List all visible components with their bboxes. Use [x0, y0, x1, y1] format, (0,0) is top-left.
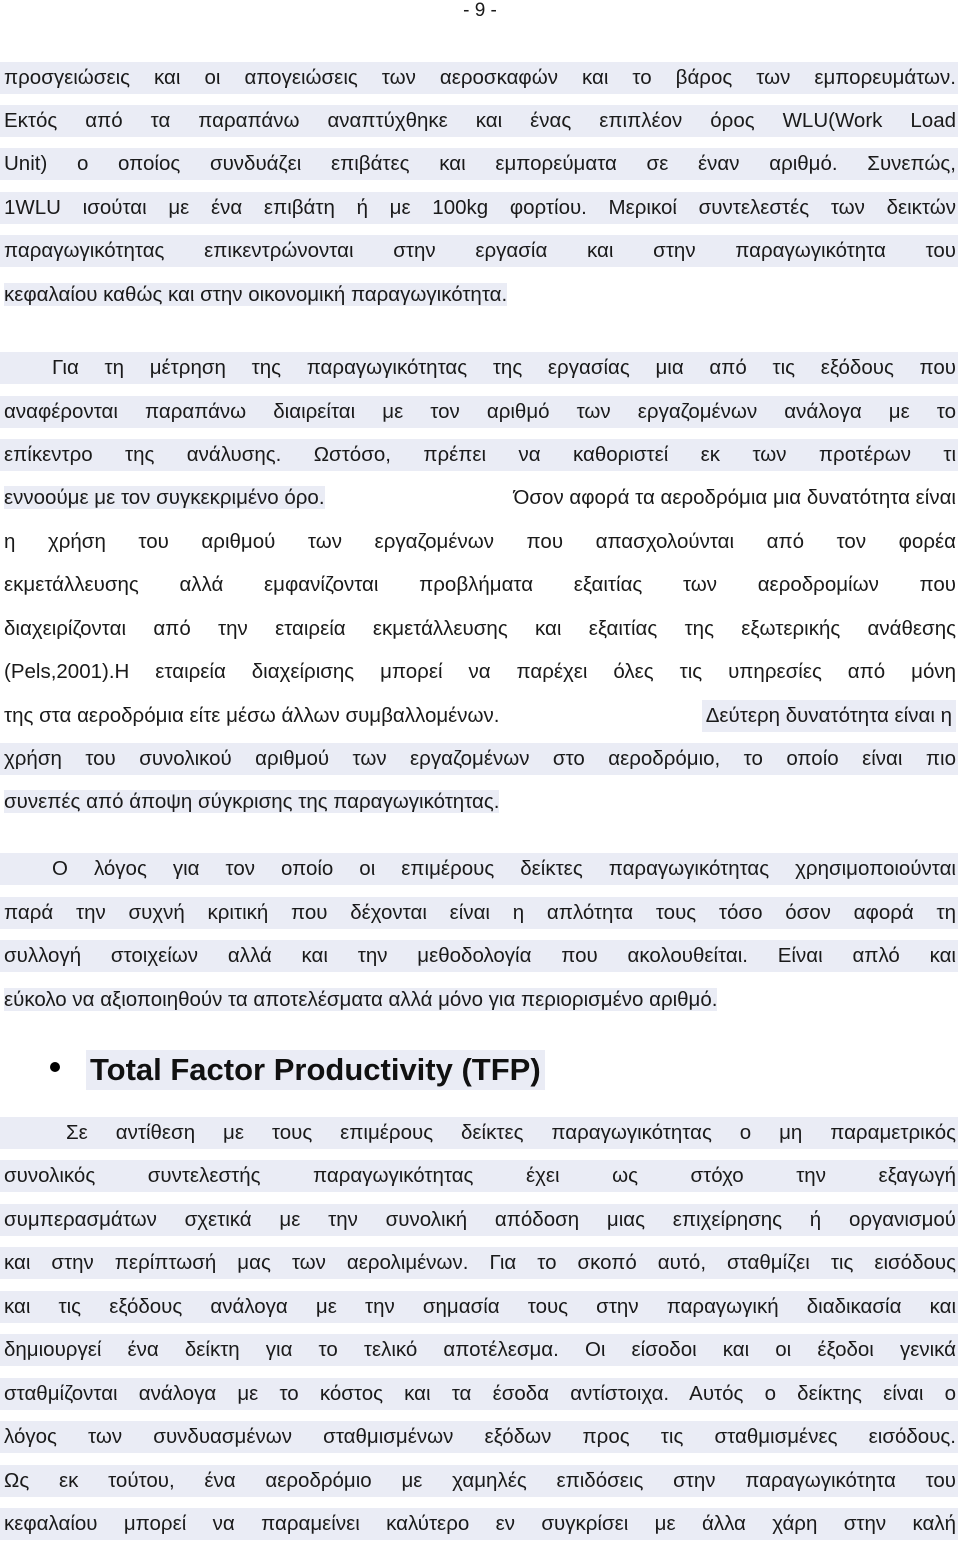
text-line: [0, 279, 509, 311]
text-line: προσγειώσεις και οι απογειώσεις των αεροσκαφών και το βάρος των εμπορευμάτων.: [0, 62, 958, 94]
page-number: - 9 -: [463, 0, 497, 21]
text-line: συνολικός συντελεστής παραγωγικότητας έχει ως στόχο την εξαγωγή: [0, 1160, 958, 1192]
text-line: δημιουργεί ένα δείκτη για το τελικό αποτέλεσμα. Οι είσοδοι και οι έξοδοι γενικά: [0, 1334, 958, 1366]
text-line: η χρήση του αριθμού των εργαζομένων που απασχολούνται από τον φορέα: [4, 530, 956, 553]
bullet-icon: [50, 1062, 60, 1072]
text-line: κεφαλαίου μπορεί να παραμείνει καλύτερο εν συγκρίσει με άλλα χάρη στην καλή: [0, 1508, 958, 1540]
text-line: επίκεντρο της ανάλυσης. Ωστόσο, πρέπει να καθοριστεί εκ των προτέρων τι: [0, 439, 958, 471]
text-span: κεφαλαίου καθώς και στην οικονομική παραγωγικότητα.: [4, 283, 508, 306]
text-line: διαχειρίζονται από την εταιρεία εκμετάλλευσης και εξαιτίας της εξωτερικής ανάθεσης: [4, 617, 956, 640]
text-line: Ο λόγος για τον οποίο οι επιμέρους δείκτες παραγωγικότητας χρησιμοποιούνται: [0, 853, 958, 885]
text-span: εύκολο να αξιοποιηθούν τα αποτελέσματα αλλά μόνο για περιορισμένο αριθμό.: [4, 988, 718, 1011]
text-line: Εκτός από τα παραπάνω αναπτύχθηκε και ένας επιπλέον όρος WLU(Work Load: [0, 105, 958, 137]
text-line: συμπερασμάτων σχετικά με την συνολική απόδοση μιας επιχείρησης ή οργανισμού: [0, 1204, 958, 1236]
text-line: λόγος των συνδυασμένων σταθμισμένων εξόδων προς τις σταθμισμένες εισόδους.: [0, 1421, 958, 1453]
text-line: εκμετάλλευσης αλλά εμφανίζονται προβλήματα εξαιτίας των αεροδρομίων που: [4, 573, 956, 596]
text-span: Όσον αφορά τα αεροδρόμια μια δυνατότητα είναι: [513, 486, 956, 509]
text-line: Unit) ο οποίος συνδυάζει επιβάτες και εμπορεύματα σε έναν αριθμό. Συνεπώς,: [0, 148, 958, 180]
text-line: και τις εξόδους ανάλογα με την σημασία τους στην παραγωγική διαδικασία και: [0, 1291, 958, 1323]
text-line: παρά την συχνή κριτική που δέχονται είναι η απλότητα τους τόσο όσον αφορά τη: [0, 897, 958, 929]
text-line: [0, 700, 958, 732]
text-line: (Pels,2001).Η εταιρεία διαχείρισης μπορεί να παρέχει όλες τις υπηρεσίες από μόνη: [4, 660, 956, 683]
text-span: συνεπές από άποψη σύγκρισης της παραγωγικότητας.: [4, 790, 500, 813]
section-title: Total Factor Productivity (TFP): [86, 1050, 545, 1090]
text-line: [0, 786, 501, 818]
section-heading: [0, 1046, 960, 1094]
text-span: Δεύτερη δυνατότητα είναι η: [702, 700, 956, 732]
text-span: της στα αεροδρόμια είτε μέσω άλλων συμβαλλομένων.: [4, 704, 500, 727]
text-line: 1WLU ισούται με ένα επιβάτη ή με 100kg φορτίου. Μερικοί συντελεστές των δεικτών: [0, 192, 958, 224]
text-line: αναφέρονται παραπάνω διαιρείται με τον αριθμό των εργαζομένων ανάλογα με το: [0, 396, 958, 428]
text-line: Σε αντίθεση με τους επιμέρους δείκτες παραγωγικότητας ο μη παραμετρικός: [0, 1117, 958, 1149]
text-span: εννοούμε με τον συγκεκριμένο όρο.: [4, 486, 325, 509]
text-line: χρήση του συνολικού αριθμού των εργαζομένων στο αεροδρόμιο, το οποίο είναι πιο: [0, 743, 958, 775]
text-line: [0, 482, 958, 514]
text-line: [0, 984, 719, 1016]
text-line: Για τη μέτρηση της παραγωγικότητας της εργασίας μια από τις εξόδους που: [0, 352, 958, 384]
text-line: συλλογή στοιχείων αλλά και την μεθοδολογία που ακολουθείται. Είναι απλό και: [0, 940, 958, 972]
text-line: παραγωγικότητας επικεντρώνονται στην εργασία και στην παραγωγικότητα του: [0, 235, 958, 267]
text-line: σταθμίζονται ανάλογα με το κόστος και τα έσοδα αντίστοιχα. Αυτός ο δείκτης είναι ο: [0, 1378, 958, 1410]
text-line: και στην περίπτωσή μας των αερολιμένων. Για το σκοπό αυτό, σταθμίζει τις εισόδους: [0, 1247, 958, 1279]
text-line: Ως εκ τούτου, ένα αεροδρόμιο με χαμηλές επιδόσεις στην παραγωγικότητα του: [0, 1465, 958, 1497]
